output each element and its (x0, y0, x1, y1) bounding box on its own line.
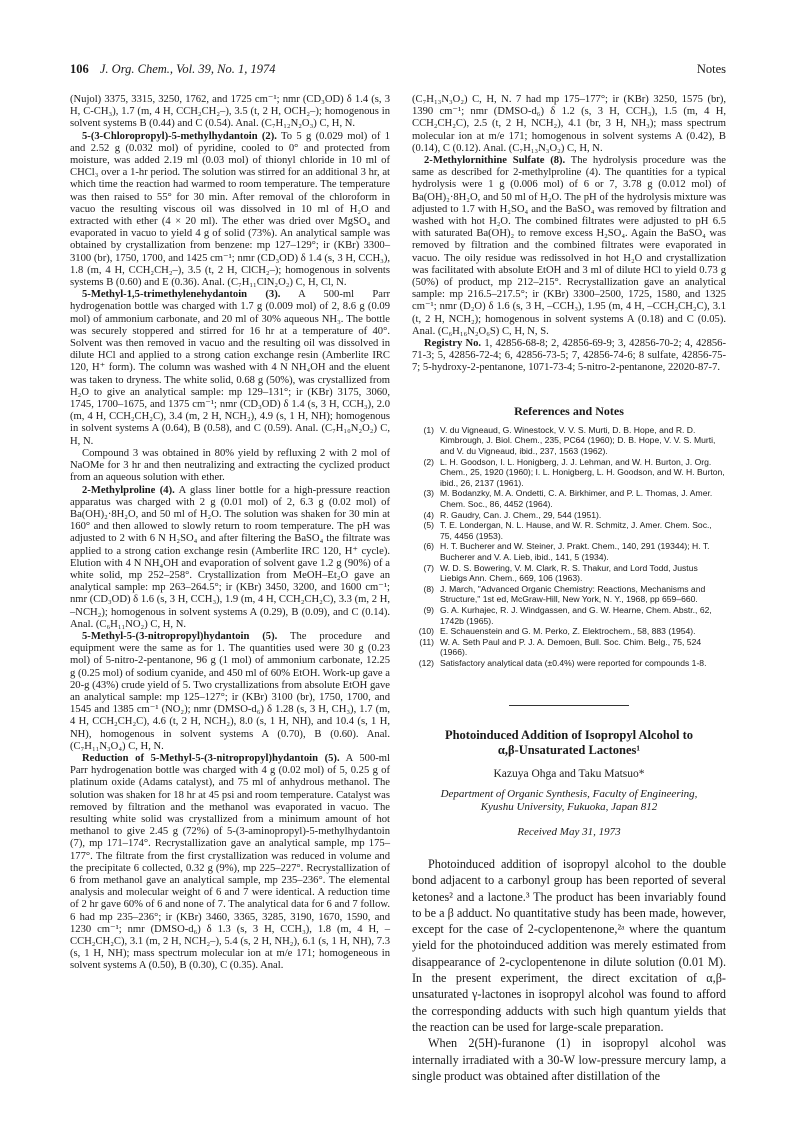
paragraph-text: The procedure and equipment were the same as for 1. The quantities used were 30 g (0.23 mol) of 5-nitro-2-pentanone, 96 g (1 mol) of ammonium carbonate, 12.25 g (0.25 mol) of sodium cyanide, and 450 ml of 60% EtOH. Work-up gave a 20-g (43%) crude yield of 5. Two crystallizations from absolute EtOH gave an analytical sample: mp 125–127°; ir (KBr) 3100 (br), 1750, 1700, and 1545 and 1385 cm⁻¹ (NO₂); nmr (DMSO-d₆) δ 1.28 (s, 3 H, CH₃), 1.7 (m, 4 H, CCH₂CH₂C), 4.6 (t, 2 H, NCH₂), 8.0 (s, 1 H, NH), and 10.4 (s, 1 H, NH), homogenous in solvent systems A (0.70), B (0.60). Anal. (C₇H₁₁N₃O₄) C, H, N. (70, 630, 390, 752)
reference-item (412, 637, 726, 658)
reference-item (412, 605, 726, 626)
reference-text: G. A. Kurhajec, R. J. Windgassen, and G. W. Hearne, Chem. Abstr., 62, 1742b (1965). (440, 604, 712, 626)
paragraph (70, 448, 390, 485)
reference-number: (6) (423, 541, 434, 552)
paragraph-heading: Registry No. (424, 338, 482, 350)
reference-text: T. E. Londergan, N. L. Hause, and W. R. Schmitz, J. Amer. Chem. Soc., 75, 4456 (1953). (440, 520, 712, 541)
article-body (412, 856, 726, 1084)
paragraph (70, 631, 390, 753)
paragraph-text: A glass liner bottle for a high-pressure reaction apparatus was charged with 2 g (0.01 mol) of 2, 6.3 g (0.02 mol) of Ba(OH)₂·8H₂O, and 50 ml of H₂O. The solution was shaken for 30 min at 160° and then allowed to slowly return to room temperature. The pH was adjusted to 2 with 6 N H₂SO₄ and after filtering the BaSO₄ the filtrate was applied to a strong cation exchange resin (Amberlite IRC 120, H⁺ cycle). Elution with 4 N NH₄OH and evaporation of solvent gave 1.2 g (90%) of a white solid, mp 252–258°. Crystallization from MeOH–Et₂O gave an analytical sample: mp 263–264.5°; ir (KBr) 3450, 3200, and 1600 cm⁻¹; nmr (CD₃OD) δ 1.6 (s, 3 H, CCH₃), 1.9 (m, 4 H, CCH₂CH₂C), 3.3 (m, 2 H, –NCH₂); homogenous in solvent systems A (0.29), B (0.09), and C (0.14). Anal. (C₆H₁₁NO₂) C, H, N. (70, 484, 390, 630)
reference-text: V. du Vigneaud, G. Winestock, V. V. S. Murti, D. B. Hope, and R. D. Kimbrough, J. Biol. Chem., 235, PC64 (1960); D. B. Hope, V. V. S. Murti, and V. du Vigneaud, ibid., 237, 1563 (1962). (440, 424, 716, 457)
page-header (70, 62, 726, 82)
reference-text: H. T. Bucherer and W. Steiner, J. Prakt. Chem., 140, 291 (19344); H. T. Bucherer and V. A. Lieb, ibid., 141, 5 (1934). (440, 541, 710, 562)
paragraph-text: The hydrolysis procedure was the same as described for 2-methylproline (4). The quantities for a typical hydrolysis were 1 g (0.006 mol) of 6 or 7, 3.78 g (0.012 mol) of Ba(OH)₂·8H₂O, and 50 ml of H₂O. The pH of the hydrolysis mixture was adjusted to 1.7 with H₂SO₄ and the BaSO₄ was removed by filtration and washed with hot H₂O. The combined filtrates were adjusted to pH 6.5 with saturated Ba(OH)₂ to remove excess H₂SO₄. Again the BaSO₄ was removed by filtration and the combined filtrates were evaporated in vacuo. The oily residue was redissolved in hot H₂O and crystallization was facilitated with absolute EtOH and 3 ml of dilute HCl to yield 0.73 g (50%) of product, mp 212–215°. Recrystallization gave an analytical sample: mp 216.5–217.5°; ir (KBr) 3300–2500, 1725, 1580, and 1325 cm⁻¹; nmr (D₂O) δ 1.6 (s, 3 H, –CCH₃), 1.95 (m, 4 H, –CCH₂CH₂C), 3.1 (t, 2 H, NCH₂); homogenous in solvent systems A (0.18) and C (0.05). Anal. (C₆H₁₆N₂O₆S) C, H, N, S. (412, 155, 726, 337)
reference-text: W. A. Seth Paul and P. J. A. Demoen, Bull. Soc. Chim. Belg., 75, 524 (1966). (440, 636, 702, 658)
article-paragraph: Photoinduced addition of isopropyl alcohol to the double bond adjacent to a carbonyl group has been reported of several ketones² and a lactone.³ The product has been invariably found to be a β adduct. No quantitative study has been made, however, except for the case of 2-cyclopentenone,²ᵃ where the quantum yield for the photoinduced addition was merely estimated from disappearance of 2-cyclopentenone in dilute solution (0.01 M). In the present experiment, the direct excitation of α,β-unsaturated γ-lactones in isopropyl alcohol was found to afford the corresponding adducts with such high quantum yields that the reaction can be used for large-scale preparation. (412, 856, 726, 1034)
paragraph (412, 94, 726, 155)
paragraph-text: Compound 3 was obtained in 80% yield by refluxing 2 with 2 mol of NaOMe for 3 hr and then neutralizing and extracting the cyclized product from an aqueous solution with ether. (70, 447, 390, 484)
paragraph-heading: 5-Methyl-1,5-trimethylenehydantoin (3). (82, 289, 281, 301)
page-number: 106 (70, 62, 89, 76)
paragraph-text: (C₇H₁₃N₃O₂) C, H, N. 7 had mp 175–177°; ir (KBr) 3250, 1575 (br), 1390 cm⁻¹; nmr (DMSO-d₆) δ 1.2 (s, 3 H, CCH₃), 1.5 (m, 4 H, CCH₂CH₂C), 2.5 (t, 2 H, NCH₂), 4.1 (br, 3 H, NH₃); mass spectrum molecular ion at m/e 171; homogenous in solvent systems A (0.42), B (0.14), C (0.12). Anal. (C₇H₁₃N₃O₂) C, H, N. (412, 94, 726, 154)
reference-number: (8) (423, 583, 434, 594)
references-list (412, 425, 726, 669)
paragraph-text: (Nujol) 3375, 3315, 3250, 1762, and 1725 cm⁻¹; nmr (CD₃OD) δ 1.4 (s, 3 H, C-CH₃), 1.7 (m, 4 H, CCH₂CH₂–), 3.5 (t, 2 H, OCH₂–); homogenous in solvent systems B (0.44) and C (0.54). Anal. (C₇H₁₂N₂O₃) C, H, N. (70, 94, 390, 130)
reference-text: J. March, "Advanced Organic Chemistry: Reactions, Mechanisms and Structure," 1st ed, McGraw-Hill, New York, N. Y., 1968, pp 659–660. (440, 583, 706, 605)
reference-number: (4) (423, 509, 434, 520)
reference-item (412, 488, 726, 509)
reference-number: (7) (423, 562, 434, 573)
reference-item (412, 626, 726, 637)
reference-text: M. Bodanzky, M. A. Ondetti, C. A. Birkhimer, and P. L. Thomas, J. Amer. Chem. Soc., 86, 4452 (1964). (440, 488, 713, 510)
reference-item (412, 563, 726, 584)
reference-item (412, 584, 726, 605)
reference-number: (5) (423, 520, 434, 531)
paragraph (70, 753, 390, 973)
paragraph (70, 289, 390, 448)
reference-text: Satisfactory analytical data (±0.4%) were reported for compounds 1-8. (440, 657, 707, 668)
reference-item (412, 457, 726, 489)
received-date: Received May 31, 1973 (517, 825, 621, 838)
left-column (70, 94, 390, 973)
reference-number: (11) (419, 636, 434, 647)
paragraph-text: To 5 g (0.029 mol) of 1 and 2.52 g (0.032 mol) of pyridine, cooled to 0° and protected from moisture, was added 2.19 ml (0.03 mol) of thionyl chloride in 10 ml of CHCl₃ over a 1-hr period. The solution was stirred for an additional 3 hr, at which time the reaction had warmed to room temperature. The temperature was then raised to 55° for 30 min. After removal of the chloroform in vacuo the resulting viscous oil was dissolved in 10 ml of H₂O and extracted with ether (4 × 20 ml). The ether was dried over MgSO₄ and evaporated in vacuo to yield 4 g of solid (73%). An analytical sample was obtained by crystallization from benzene: mp 127–129°; ir (KBr) 3300–3100 (br), 1750, 1700, and 1425 cm⁻¹; nmr (CD₃OD) δ 1.4 (s, 3 H, CCH₃), 1.8 (m, 4 H, CCH₂CH₂–), 3.5 (t, 2 H, ClCH₂–); homogenous in solvents systems B (0.60) and E (0.36). Anal. (C₇H₁₁ClN₂O₂) C, H, Cl, N. (70, 130, 390, 289)
right-column (412, 94, 726, 1084)
paragraph (412, 338, 726, 375)
paragraph (412, 155, 726, 338)
paragraph-heading: 5-(3-Chloropropyl)-5-methylhydantoin (2). (82, 130, 277, 142)
reference-number: (12) (418, 657, 434, 668)
reference-item (412, 541, 726, 562)
paragraph-heading: 5-Methyl-5-(3-nitropropyl)hydantoin (5). (82, 630, 278, 642)
article-title: Photoinduced Addition of Isopropyl Alcohol to α,β-Unsaturated Lactones¹ (444, 727, 694, 757)
section-label: Notes (696, 62, 726, 76)
reference-number: (2) (423, 456, 434, 467)
reference-text: E. Schauenstein and G. M. Perko, Z. Elektrochem., 58, 883 (1954). (440, 626, 696, 637)
reference-number: (9) (423, 604, 434, 615)
reference-item (412, 510, 726, 521)
paragraph-text: A 500-ml Parr hydrogenation bottle was charged with 1.7 g (0.009 mol) of 2, 8.6 g (0.09 mol) of ammonium carbonate, and 20 ml of 30% aqueous NH₃. The bottle was securely stoppered and stirred for 16 hr at a temperature of 40°. Solvent was then removed in vacuo and the resulting oil was dissolved in dilute HCl and applied to a strong cation exchange resin (Amberlite IRC 120, H⁺ form). The column was washed with 4 N NH₄OH and the eluent was taken to dryness. The white solid, 0.68 g (50%), was crystallized from H₂O to give an analytical sample: mp 129–131°; ir (KBr) 3175, 3060, 1745, 1700–1675, and 1375 cm⁻¹; nmr (CD₃OD) δ 1.4 (s, 3 H, CCH₃), 2.0 (m, 4 H, CCH₂CH₂C), 3.4 (m, 2 H, NCH₂), 4.9 (s, 1 H, NH); homogenous in solvent systems A (0.64), B (0.58), and C (0.59). Anal. (C₇H₁₀N₂O₂) C, H, N. (70, 289, 390, 447)
journal-citation: J. Org. Chem., Vol. 39, No. 1, 1974 (99, 62, 276, 76)
reference-text: R. Gaudry, Can. J. Chem., 29, 544 (1951). (440, 509, 602, 520)
section-divider (509, 705, 629, 706)
reference-text: W. D. S. Bowering, V. M. Clark, R. S. Thakur, and Lord Todd, Justus Liebigs Ann. Chem., 669, 106 (1963). (440, 562, 698, 584)
reference-item (412, 520, 726, 541)
paragraph (70, 485, 390, 631)
paragraph-heading: Reduction of 5-Methyl-5-(3-nitropropyl)hydantoin (5). (82, 752, 340, 764)
reference-number: (10) (418, 626, 434, 637)
article-affiliation: Department of Organic Synthesis, Faculty of Engineering, Kyushu University, Fukuoka, Japan 812 (440, 787, 698, 813)
references-title: References and Notes (514, 403, 624, 418)
paragraph-text: A 500-ml Parr hydrogenation bottle was charged with 4 g (0.02 mol) of 5, 0.25 g of platinum oxide (Adams catalyst), and 75 ml of anhydrous methanol. The solution was shaken for 18 hr at 45 psi and room temperature. Catalyst was removed by filtration and the methanol was evaporated in vacuo. The resulting white solid was crystallized from a minimum amount of hot methanol to give 2.45 g (72%) of 5-(3-aminopropyl)-5-methylhydantoin (7), mp 171–174°. Recrystallization gave an analytical sample, mp 175–177°. The filtrate from the first crystallization was reduced in volume and the precipitate 6 collected, 0.32 g (9%), mp 225–227°. Recrystallization of 6 from methanol gave an analytical sample, mp 235–236°. The elemental analysis and molecular weight of 6 and 7 were identical. A reduction time of 2 hr gave 60% of 6 and none of 7. The analytical data for 6 and 7 follow. 6 had mp 235–236°; ir (KBr) 3460, 3365, 3285, 3190, 1670, 1590, and 1230 cm⁻¹; nmr (DMSO-d₆) δ 1.3 (s, 3 H, CCH₃), 1.8 (m, 4 H, –CCH₂CH₂C), 3.1 (m, 2 H, NCH₂–), 5.4 (s, 2 H, NH₂), 6.1 (s, 1 H, NH), 7.3 (s, 1 H, NH); mass spectrum molecular ion at m/e 171; homogeneous in solvent systems A (0.50), B (0.30), C (0.35). Anal. (70, 752, 390, 972)
paragraph-heading: 2-Methylproline (4). (82, 484, 175, 496)
reference-text: L. H. Goodson, I. L. Honigberg, J. J. Lehman, and W. H. Burton, J. Org. Chem., 25, 1920 (1960); I. L. Honigberg, L. H. Goodson, and W. H. Burton, ibid., 26, 2137 (1961). (440, 456, 725, 488)
paragraph (70, 94, 390, 131)
article-authors: Kazuya Ohga and Taku Matsuo* (493, 767, 645, 780)
paragraph (70, 131, 390, 290)
reference-item (412, 425, 726, 457)
reference-number: (1) (423, 424, 434, 435)
paragraph-heading: 2-Methylornithine Sulfate (8). (424, 155, 566, 167)
reference-number: (3) (423, 488, 434, 499)
article-paragraph: When 2(5H)-furanone (1) in isopropyl alcohol was internally irradiated with a 30-W low-pressure mercury lamp, a single product was obtained after distillation of the (412, 1036, 726, 1083)
paragraph-text: 1, 42856-68-8; 2, 42856-69-9; 3, 42856-70-2; 4, 42856-71-3; 5, 42856-72-4; 6, 42856-73-5; 7, 42856-74-6; 8 sulfate, 42856-75-7; 5-hydroxy-2-pentanone, 1071-73-4; 5-nitro-2-pentanone, 22020-87-7. (412, 338, 726, 374)
reference-item (412, 658, 726, 669)
